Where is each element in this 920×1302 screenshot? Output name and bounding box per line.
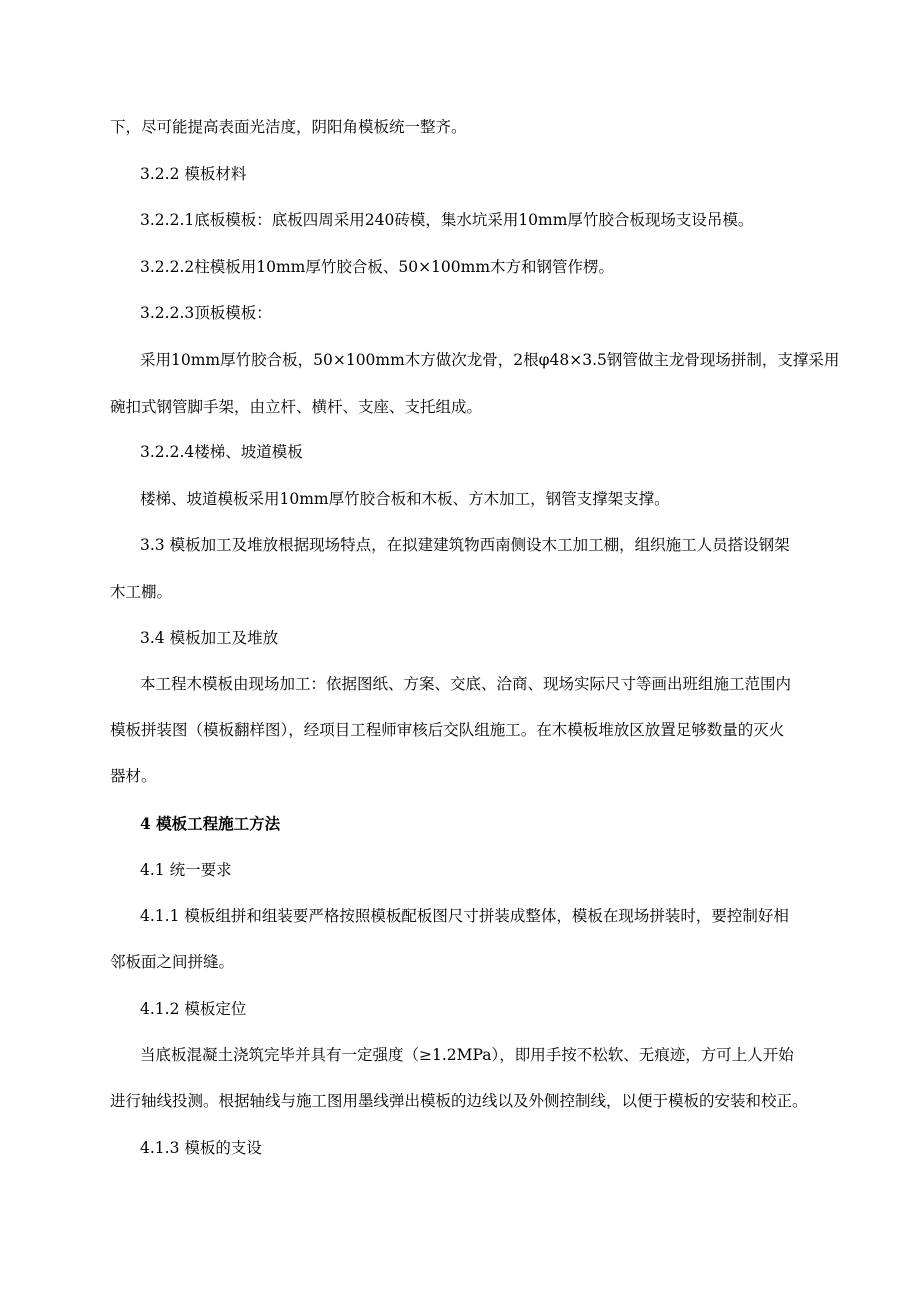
- text-line: 3.2.2.1底板模板：底板四周采用240砖模，集水坑采用10mm厚竹胶合板现场支设吊模。: [140, 211, 754, 229]
- text-line: 当底板混凝土浇筑完毕并具有一定强度（≥1.2MPa），即用手按不松软、无痕迹，方可上人开始: [140, 1046, 794, 1064]
- text-line: 模板拼装图（模板翻样图），经项目工程师审核后交队组施工。在木模板堆放区放置足够数量的灭火: [110, 721, 785, 739]
- text-line: 下，尽可能提高表面光洁度，阴阳角模板统一整齐。: [110, 118, 467, 136]
- section-heading: 4.1.2 模板定位: [140, 1000, 247, 1018]
- text-line: 器材。: [110, 767, 157, 785]
- text-line: 3.2.2.2柱模板用10mm厚竹胶合板、50×100mm木方和钢管作楞。: [140, 258, 615, 276]
- text-line: 碗扣式钢管脚手架，由立杆、横杆、支座、支托组成。: [110, 398, 483, 416]
- text-line: 3.2.2.4楼梯、坡道模板: [140, 443, 303, 461]
- text-line: 进行轴线投测。根据轴线与施工图用墨线弹出模板的边线以及外侧控制线，以便于模板的安装和校正。: [110, 1092, 808, 1110]
- text-line: 4.1.1 模板组拼和组装要严格按照模板配板图尺寸拼装成整体，模板在现场拼装时，要控制好相: [140, 907, 789, 925]
- text-line: 3.2.2.3顶板模板：: [140, 304, 272, 322]
- text-line: 木工棚。: [110, 583, 173, 601]
- text-line: 邻板面之间拼缝。: [110, 953, 235, 971]
- text-line: 采用10mm厚竹胶合板，50×100mm木方做次龙骨，2根φ48×3.5钢管做主龙骨现场拼制，支撑采用: [140, 351, 840, 369]
- chapter-heading: 4 模板工程施工方法: [140, 814, 281, 833]
- section-heading: 3.2.2 模板材料: [140, 165, 247, 183]
- text-line: 本工程木模板由现场加工：依据图纸、方案、交底、洽商、现场实际尺寸等画出班组施工范围内: [140, 675, 792, 693]
- section-heading: 3.4 模板加工及堆放: [140, 629, 279, 647]
- section-heading: 4.1.3 模板的支设: [140, 1139, 262, 1157]
- text-line: 3.3 模板加工及堆放根据现场特点，在拟建建筑物西南侧设木工加工棚，组织施工人员搭设钢架: [140, 536, 790, 554]
- section-heading: 4.1 统一要求: [140, 861, 232, 879]
- text-line: 楼梯、坡道模板采用10mm厚竹胶合板和木板、方木加工，钢管支撑架支撑。: [140, 490, 670, 508]
